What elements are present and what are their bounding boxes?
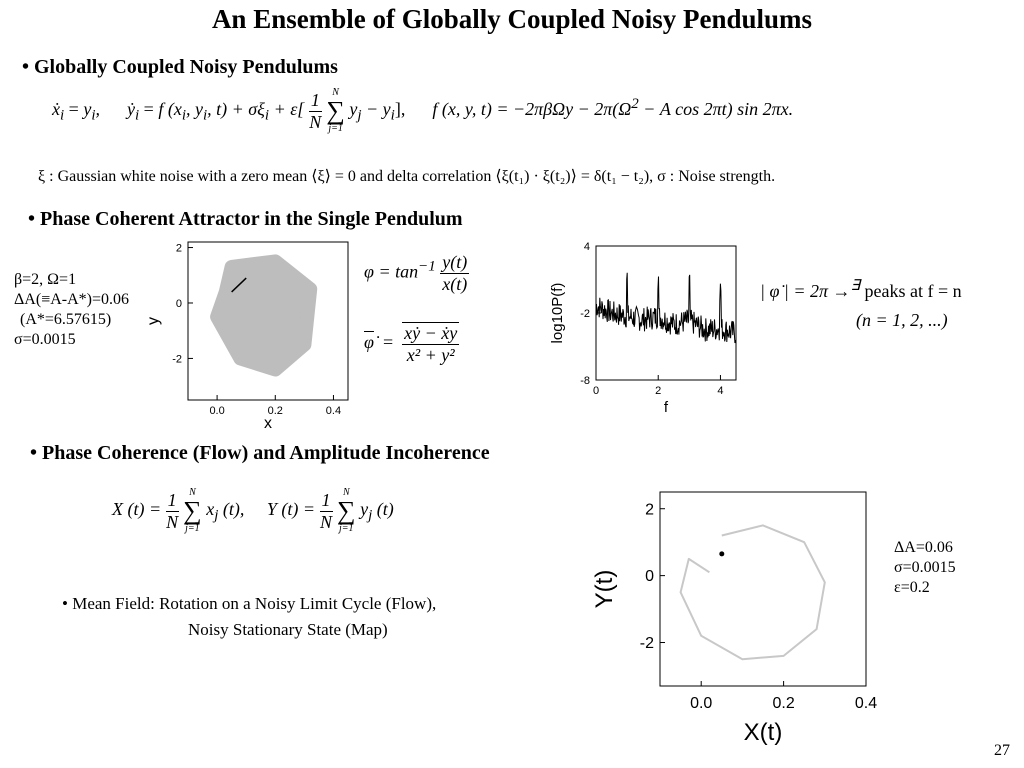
eq-y: y xyxy=(83,99,92,120)
section-heading-mean-field: • Phase Coherence (Flow) and Amplitude Incoherence xyxy=(30,442,490,464)
eq-ydot: ẏ xyxy=(127,99,135,120)
x-tick-label: 4 xyxy=(717,385,724,397)
frac-den: x² + y² xyxy=(406,345,455,365)
spectrum-line xyxy=(596,273,736,343)
attractor-region xyxy=(217,261,310,369)
eq-equals: = xyxy=(68,99,79,120)
Y-term: y xyxy=(360,499,369,520)
frac-num: 1 xyxy=(167,489,177,510)
sum-symbol: N ∑ j=1 xyxy=(183,487,202,534)
page-title: An Ensemble of Globally Coupled Noisy Pendulums xyxy=(211,4,813,34)
phi-exp: −1 xyxy=(418,258,436,275)
x-axis-label: x xyxy=(264,415,272,432)
peaks-n-values: (n = 1, 2, ...) xyxy=(856,310,948,330)
frac-den: N xyxy=(166,511,179,532)
phi-frac xyxy=(440,252,469,295)
power-spectrum-plot xyxy=(540,236,760,436)
y-tick-label: -2 xyxy=(580,307,590,320)
param-line: β=2, Ω=1 xyxy=(14,271,77,288)
x-tick-label: 2 xyxy=(655,385,662,397)
equation-of-motion: ẋ$_i$ = $y_i$, ẏ$_i$ = f ($x_i$, $y_i$, $t) + \sigma\xi_i + \varepsilon$[ $\frac{1}{N}$ N ∑ j=1 $y_j - y_i$], f (x, y, $t) = -2\pi\beta\Omega y - 2\pi(\Omega^2 - A$ cos 2πt) sin 2πx. xyxy=(52,87,794,134)
section-heading-coupled: • Globally Coupled Noisy Pendulums xyxy=(22,56,338,78)
eq-f-rest: , y xyxy=(185,99,203,120)
eq-sup: 2 xyxy=(631,96,639,113)
x-axis-label: f xyxy=(663,399,669,416)
eq-f-end: , t) + σξ xyxy=(207,99,265,120)
frac-num: xẏ − ẋy xyxy=(404,323,458,343)
frac-num: 1 xyxy=(310,89,320,110)
y-tick-label: 2 xyxy=(645,501,654,519)
y-tick-label: 0 xyxy=(645,568,654,586)
Y-frac xyxy=(320,490,333,533)
param-line: ΔA=0.06 xyxy=(894,539,953,556)
x-axis-label: X(t) xyxy=(743,719,783,746)
peaks-lhs: | φ̇ | = 2π → xyxy=(760,281,851,301)
section-heading-single: • Phase Coherent Attractor in the Single Pendulum xyxy=(28,208,463,230)
eq-sub: i xyxy=(181,107,186,124)
frac-num: 1 xyxy=(321,489,331,510)
X-lhs: X (t) = xyxy=(112,499,162,520)
y-tick-label: 4 xyxy=(583,240,590,253)
eq-sub: i xyxy=(390,107,395,124)
param-line: ε=0.2 xyxy=(894,579,930,596)
x-tick-label: 0.2 xyxy=(267,405,283,417)
phi-lhs: φ = tan xyxy=(364,261,419,282)
x-tick-label: 0.4 xyxy=(854,695,878,712)
Y-tail: (t) xyxy=(372,499,394,520)
y-tick-label: 2 xyxy=(175,242,182,255)
current-state-marker xyxy=(719,551,724,556)
mean-field-line2: Noisy Stationary State (Map) xyxy=(188,620,388,639)
phidot-definition xyxy=(364,322,459,366)
eq-f-def2: − A cos 2πt) sin 2πx. xyxy=(638,99,794,120)
param-line: σ=0.0015 xyxy=(894,559,956,576)
single-params xyxy=(14,270,129,350)
y-tick-label: 0 xyxy=(175,297,182,310)
param-line: (A*=6.57615) xyxy=(20,311,112,328)
sum-bottom: j=1 xyxy=(328,123,343,134)
sum-symbol: N ∑ j=1 xyxy=(337,487,356,534)
frac-den: N xyxy=(309,111,322,132)
X-frac xyxy=(166,490,179,533)
y-tick-label: -8 xyxy=(580,374,590,387)
sum-bottom: j=1 xyxy=(185,523,200,534)
eq-sub: i xyxy=(91,107,96,124)
peaks-statement xyxy=(760,276,962,302)
eq-minus-yi: − y xyxy=(361,99,391,120)
sum-symbol: N ∑ j=1 xyxy=(326,87,345,134)
X-tail: (t), xyxy=(218,499,245,520)
X-term: x xyxy=(206,499,215,520)
eq-f-def: f (x, y, t) = −2πβΩy − 2π(Ω xyxy=(432,99,632,120)
eq-sub: j xyxy=(368,507,373,524)
Y-lhs: Y (t) = xyxy=(266,499,316,520)
phi-definition xyxy=(364,252,469,295)
sum-bottom: j=1 xyxy=(339,523,354,534)
y-axis-label: log10P(f) xyxy=(549,282,566,344)
eq-sub: i xyxy=(264,107,270,124)
eq-close: ], xyxy=(394,99,406,120)
sum-top: N xyxy=(342,487,350,498)
eq-f: f (x xyxy=(158,99,182,120)
y-tick-label: -2 xyxy=(172,353,182,366)
page-number: 27 xyxy=(994,742,1010,759)
mean-field-line1: • Mean Field: Rotation on a Noisy Limit Cycle (Flow), xyxy=(62,594,437,613)
eq-sub: i xyxy=(135,107,140,124)
eq-frac xyxy=(309,90,322,133)
noise-description: ξ : Gaussian white noise with a zero mean ⟨ξ⟩ = 0 and delta correlation ⟨ξ(t₁) · ξ(t₂)⟩ = δ(t₁ − t₂), σ : Noise strength. xyxy=(38,168,776,185)
y-axis-label: Y(t) xyxy=(591,569,618,609)
frac-den: N xyxy=(320,511,333,532)
phidot-lhs: φ̇ xyxy=(364,332,374,353)
eq-xdot: ẋ xyxy=(52,99,60,120)
mean-field-plot xyxy=(590,486,890,756)
x-tick-label: 0 xyxy=(592,385,600,397)
eq-sub: j xyxy=(214,507,219,524)
x-tick-label: 0.0 xyxy=(209,405,225,417)
param-line: σ=0.0015 xyxy=(14,331,76,348)
mean-field-equation xyxy=(112,488,394,534)
param-line: ΔA(≡A-A*)=0.06 xyxy=(14,291,129,308)
exists-symbol: ∃ xyxy=(850,278,861,294)
frac-num: y(t) xyxy=(442,252,468,272)
eq-eps: + ε[ xyxy=(269,99,305,120)
x-tick-label: 0.0 xyxy=(690,695,713,712)
sum-top: N xyxy=(189,487,196,498)
frac-den: x(t) xyxy=(442,274,468,294)
x-tick-label: 0.4 xyxy=(325,405,342,417)
eq-sub: i xyxy=(60,107,65,124)
phidot-frac xyxy=(402,322,459,366)
eq-yj: y xyxy=(349,99,358,120)
eq-sub: i xyxy=(202,107,208,124)
y-tick-label: -2 xyxy=(639,635,654,653)
limit-cycle-line xyxy=(681,525,825,659)
eq-sub: j xyxy=(357,107,362,124)
x-tick-label: 0.2 xyxy=(772,695,795,712)
y-axis-label: y xyxy=(145,317,162,325)
peaks-rhs: peaks at f = n xyxy=(864,281,962,301)
attractor-plot xyxy=(145,236,364,432)
eq-equals: = xyxy=(143,99,154,120)
phidot-eq: = xyxy=(382,332,394,353)
sum-top: N xyxy=(332,87,339,98)
mean-field-params xyxy=(894,538,956,598)
